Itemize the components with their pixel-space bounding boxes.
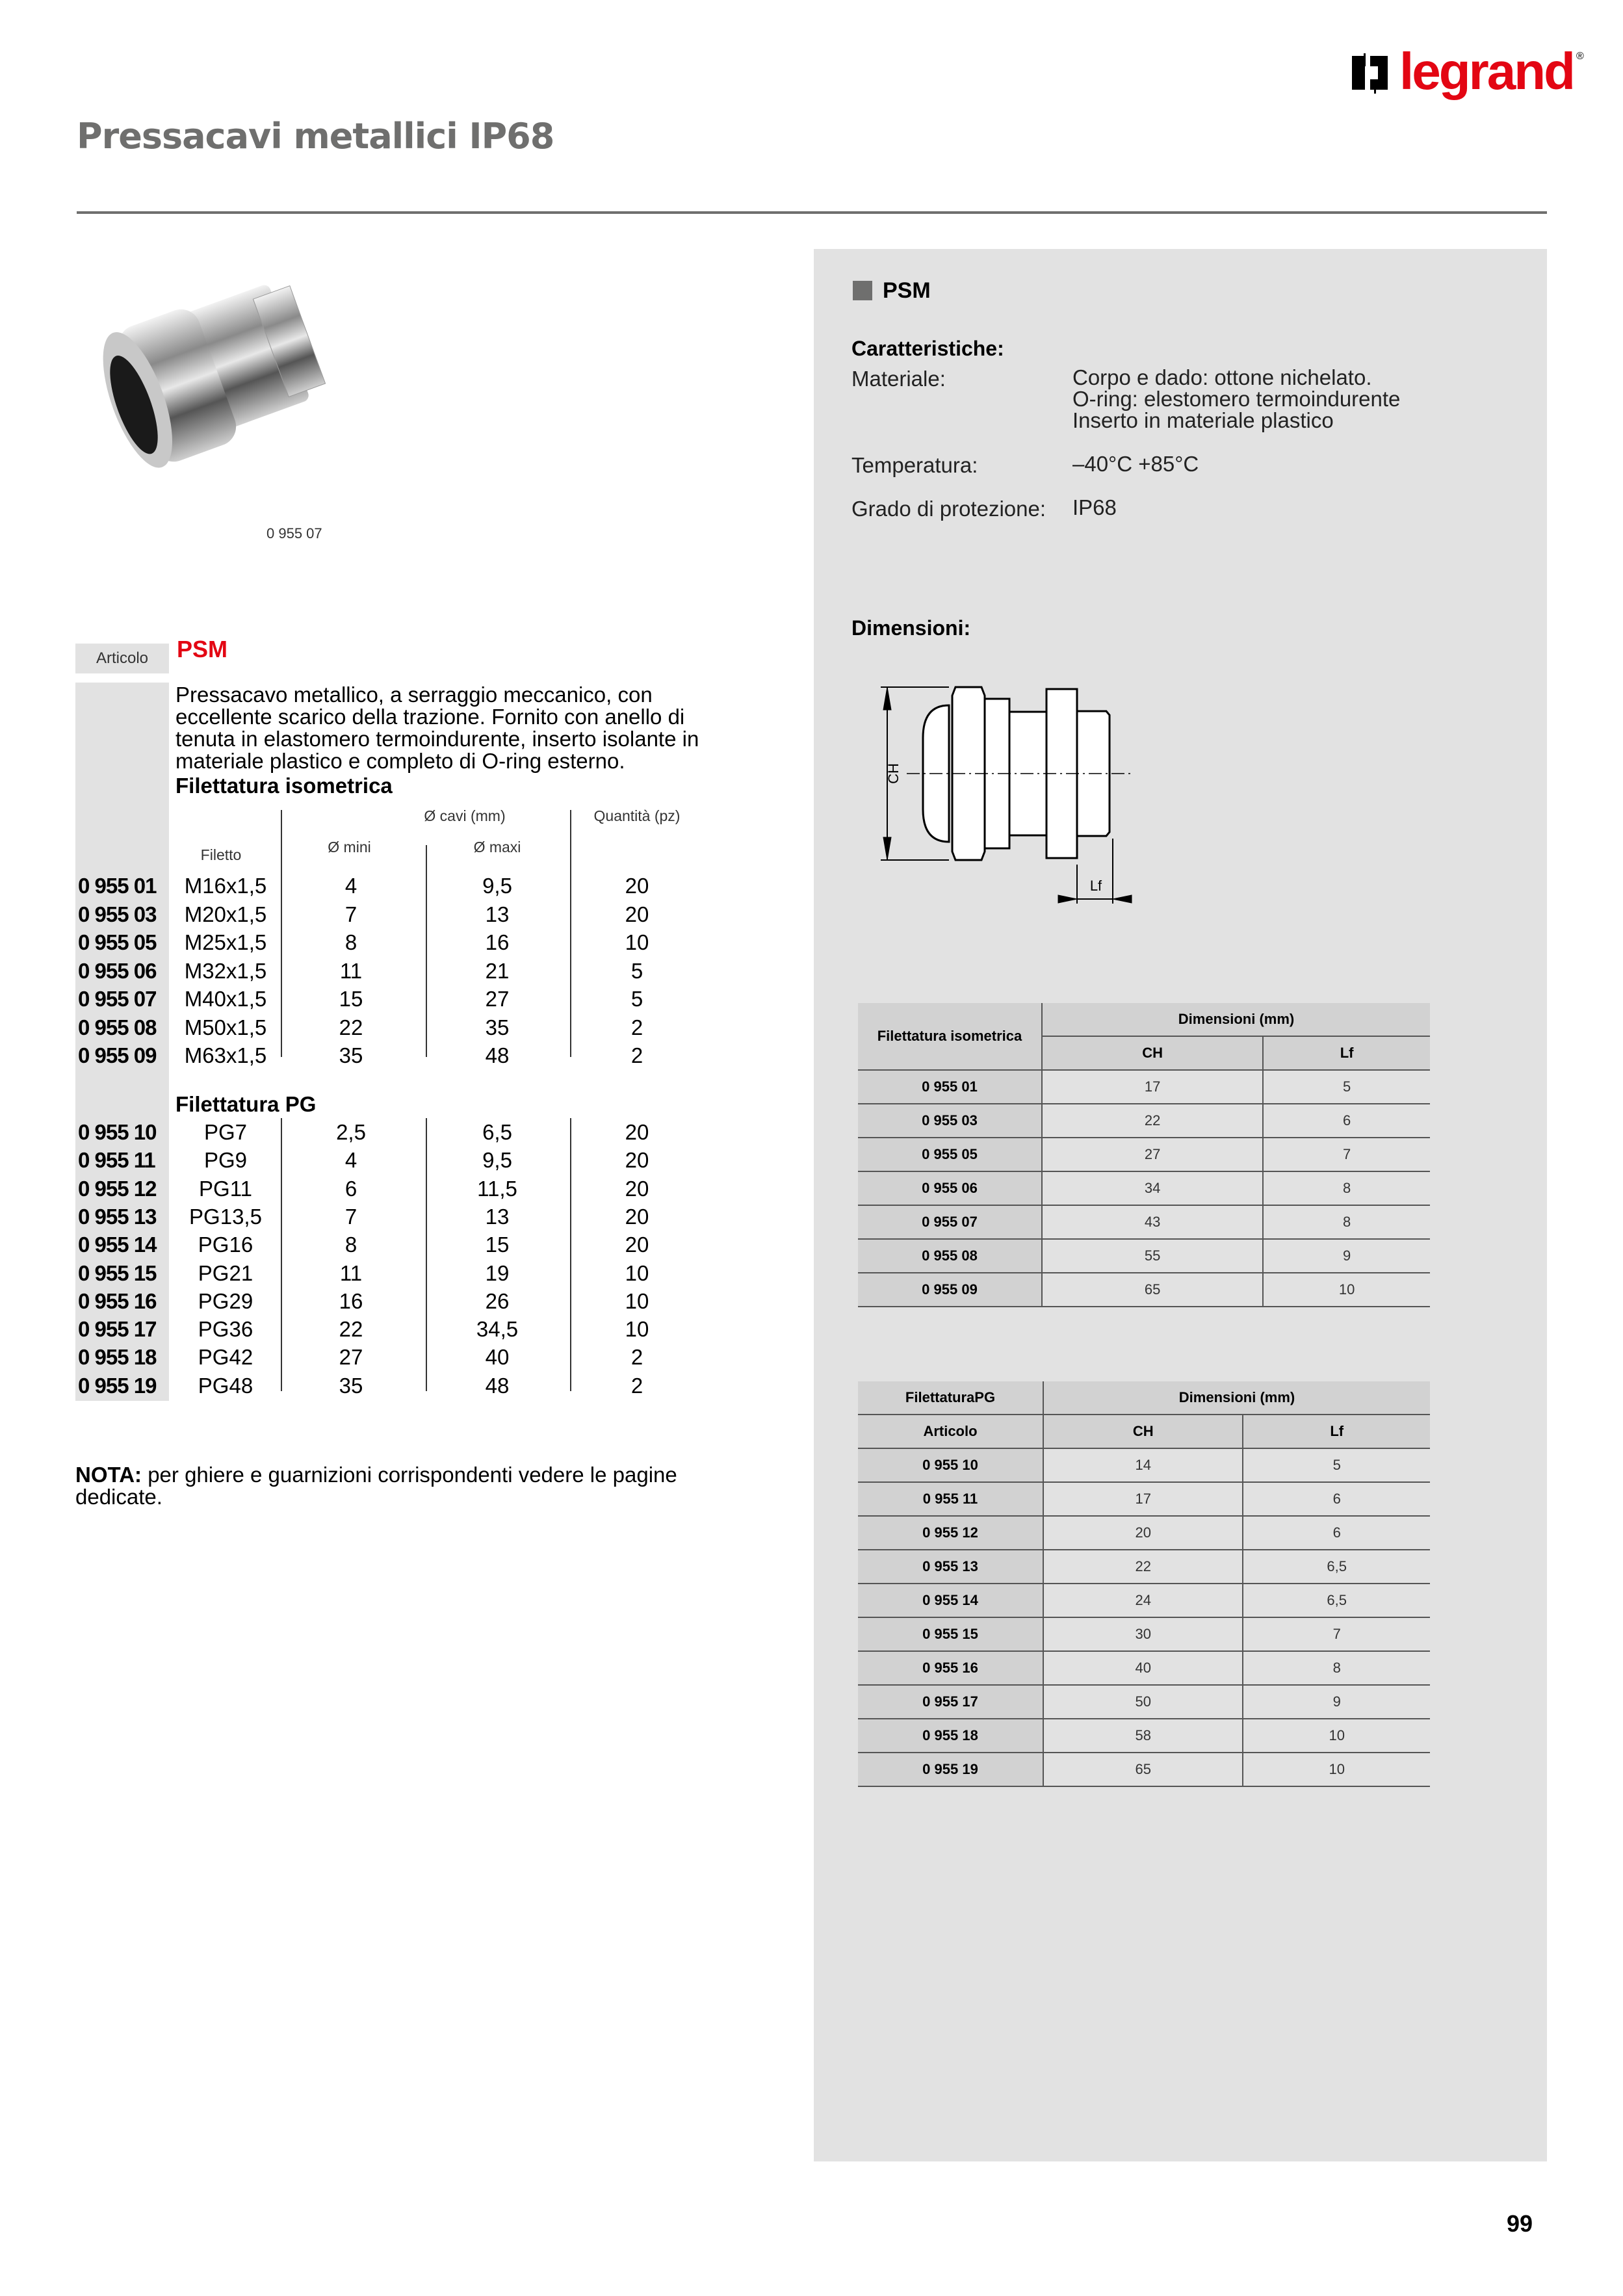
quantity: 20	[625, 902, 649, 926]
dim-pg-header-group: Dimensioni (mm)	[1043, 1381, 1430, 1415]
dim-ch-value: 22	[1043, 1550, 1243, 1584]
dim-lf-value: 6,5	[1243, 1550, 1430, 1584]
diam-min: 6	[344, 1176, 357, 1201]
dim-table-isometric	[858, 1003, 1430, 1307]
dim-ch-value: 34	[1042, 1171, 1263, 1205]
materiale-line-1: Corpo e dado: ottone nichelato.	[1072, 365, 1372, 389]
article-code: 0 955 19	[78, 1373, 157, 1398]
diam-min: 4	[344, 874, 357, 898]
dim-article-code: 0 955 03	[858, 1104, 1042, 1138]
dim-ch-value: 27	[1042, 1138, 1263, 1171]
filetto-header: Filetto	[200, 846, 242, 863]
temperatura-label: Temperatura:	[851, 453, 978, 477]
dim-ch-value: 14	[1043, 1448, 1243, 1482]
col-divider	[281, 810, 282, 1057]
dim-article-code: 0 955 10	[858, 1448, 1043, 1482]
quantity: 2	[630, 1373, 643, 1398]
page-number: 99	[1507, 2210, 1533, 2237]
diam-max: 16	[485, 930, 510, 954]
dim-lf-value: 5	[1263, 1070, 1430, 1104]
dim-article-code: 0 955 15	[858, 1617, 1043, 1651]
dim-table-row	[858, 1138, 1430, 1171]
quantity: 20	[625, 1233, 649, 1257]
dim-table-row	[858, 1205, 1430, 1239]
diam-max: 6,5	[482, 1120, 512, 1144]
dim-lf-value: 6	[1263, 1104, 1430, 1138]
quantity: 20	[625, 1204, 649, 1229]
thread-size: PG9	[203, 1148, 248, 1173]
diam-max: 40	[485, 1345, 510, 1370]
diam-min: 22	[339, 1015, 363, 1039]
quantity-header: Quantità (pz)	[593, 807, 681, 824]
thread-size: PG21	[198, 1260, 253, 1285]
image-caption: 0 955 07	[266, 525, 322, 541]
article-code: 0 955 15	[78, 1260, 157, 1285]
article-code: 0 955 03	[78, 902, 157, 926]
thread-size: PG11	[199, 1176, 252, 1201]
dim-table-row	[858, 1685, 1430, 1719]
section-square-icon	[853, 281, 872, 300]
diam-min: 16	[339, 1288, 363, 1313]
dim-article-code: 0 955 06	[858, 1171, 1042, 1205]
dim-ch-value: 24	[1043, 1584, 1243, 1617]
dim-pg-header-lf: Lf	[1243, 1415, 1430, 1448]
dim-ch-value: 43	[1042, 1205, 1263, 1239]
article-code: 0 955 18	[78, 1345, 157, 1370]
temperatura-value: –40°C +85°C	[1072, 452, 1199, 476]
dim-lf-value: 7	[1263, 1138, 1430, 1171]
diam-min: 7	[344, 902, 357, 926]
thread-size: PG48	[198, 1373, 253, 1398]
dim-table-row	[858, 1448, 1430, 1482]
dim-table-row	[858, 1516, 1430, 1550]
article-code: 0 955 01	[78, 874, 157, 898]
diam-max: 21	[485, 958, 510, 983]
diam-min: 11	[339, 1260, 363, 1285]
diam-min: 27	[339, 1345, 363, 1370]
diam-max: 35	[485, 1015, 510, 1039]
dim-header-left: Filettatura isometrica	[858, 1003, 1042, 1070]
dim-lf-value: 5	[1243, 1448, 1430, 1482]
protezione-value: IP68	[1072, 495, 1117, 519]
ch-label: CH	[885, 763, 902, 784]
thread-size: M20x1,5	[184, 902, 267, 926]
dim-ch-value: 58	[1043, 1719, 1243, 1753]
dim-ch-value: 17	[1042, 1070, 1263, 1104]
dim-ch-value: 30	[1043, 1617, 1243, 1651]
dim-article-code: 0 955 11	[858, 1482, 1043, 1516]
quantity: 5	[630, 987, 643, 1011]
isometric-title: Filettatura isometrica	[175, 774, 393, 798]
title-divider	[77, 211, 1547, 214]
dim-table-row	[858, 1171, 1430, 1205]
diam-min: 15	[339, 987, 363, 1011]
dim-table-row	[858, 1273, 1430, 1307]
thread-size: M16x1,5	[184, 874, 267, 898]
dim-table-row	[858, 1753, 1430, 1786]
dim-table-row	[858, 1550, 1430, 1584]
dim-article-code: 0 955 05	[858, 1138, 1042, 1171]
mini-header: Ø mini	[328, 839, 371, 855]
dim-table-row	[858, 1482, 1430, 1516]
materiale-label: Materiale:	[851, 367, 946, 391]
col-divider	[570, 1118, 571, 1391]
dim-pg-header-left: FilettaturaPG	[858, 1381, 1043, 1415]
nota-body: per ghiere e guarnizioni corrispondenti vedere le pagine dedicate.	[75, 1463, 677, 1509]
diam-max: 13	[485, 902, 510, 926]
diam-min: 35	[339, 1373, 363, 1398]
dim-lf-value: 6	[1243, 1482, 1430, 1516]
quantity: 10	[625, 930, 649, 954]
thread-size: M25x1,5	[184, 930, 267, 954]
dim-lf-value: 6	[1243, 1516, 1430, 1550]
dim-article-code: 0 955 18	[858, 1719, 1043, 1753]
dim-article-code: 0 955 09	[858, 1273, 1042, 1307]
article-code: 0 955 06	[78, 958, 157, 983]
diam-min: 8	[344, 1233, 357, 1257]
articolo-label: Articolo	[96, 649, 149, 667]
registered-mark: ®	[1576, 51, 1584, 62]
quantity: 5	[630, 958, 643, 983]
diam-min: 4	[344, 1148, 357, 1173]
dim-lf-value: 10	[1263, 1273, 1430, 1307]
legrand-mark-icon	[1352, 53, 1388, 90]
thread-size: PG7	[203, 1120, 248, 1144]
dim-table-row	[858, 1584, 1430, 1617]
quantity: 2	[630, 1015, 643, 1039]
brand-name: legrand	[1399, 42, 1574, 100]
materiale-line-3: Inserto in materiale plastico	[1072, 408, 1334, 432]
dim-ch-value: 65	[1043, 1753, 1243, 1786]
thread-size: M32x1,5	[184, 958, 267, 983]
diam-max: 19	[485, 1260, 510, 1285]
dim-ch-value: 20	[1043, 1516, 1243, 1550]
dim-article-code: 0 955 19	[858, 1753, 1043, 1786]
dim-lf-value: 10	[1243, 1753, 1430, 1786]
article-code: 0 955 05	[78, 930, 157, 954]
dim-lf-value: 8	[1243, 1651, 1430, 1685]
page-title: Pressacavi metallici IP68	[77, 116, 554, 157]
dim-lf-value: 9	[1263, 1239, 1430, 1273]
dim-article-code: 0 955 01	[858, 1070, 1042, 1104]
diam-max: 11,5	[477, 1176, 517, 1201]
col-divider	[570, 810, 571, 1057]
product-description: Pressacavo metallico, a serraggio meccanico, con eccellente scarico della trazione. Fornito con anello di tenuta in elastomero termoindurente, inserto isolante in materiale plastico e completo di O-ring esterno.	[175, 683, 699, 773]
pg-title: Filettatura PG	[175, 1092, 317, 1116]
dim-table-row	[858, 1070, 1430, 1104]
dim-header-ch: CH	[1042, 1036, 1263, 1070]
product-name: PSM	[177, 636, 228, 662]
dim-article-code: 0 955 14	[858, 1584, 1043, 1617]
dim-table-row	[858, 1651, 1430, 1685]
quantity: 2	[630, 1345, 643, 1370]
dim-article-code: 0 955 08	[858, 1239, 1042, 1273]
quantity: 10	[625, 1260, 649, 1285]
article-code: 0 955 13	[78, 1204, 157, 1229]
quantity: 10	[625, 1317, 649, 1342]
caratteristiche-heading: Caratteristiche:	[851, 337, 1004, 360]
dim-table-row	[858, 1239, 1430, 1273]
diam-max: 34,5	[476, 1317, 519, 1342]
diam-max: 27	[485, 987, 510, 1011]
article-code: 0 955 17	[78, 1317, 157, 1342]
diam-max: 26	[485, 1288, 510, 1313]
materiale-line-2: O-ring: elestomero termoindurente	[1072, 387, 1401, 411]
dimension-drawing	[871, 676, 1176, 923]
dim-ch-value: 17	[1043, 1482, 1243, 1516]
diam-max: 9,5	[482, 874, 512, 898]
article-code: 0 955 11	[78, 1148, 155, 1173]
dim-table-pg	[858, 1381, 1430, 1787]
dim-header-lf: Lf	[1263, 1036, 1430, 1070]
diam-group-header: Ø cavi (mm)	[424, 807, 506, 824]
thread-size: M50x1,5	[184, 1015, 267, 1039]
article-code: 0 955 07	[78, 987, 157, 1011]
diam-min: 8	[344, 930, 357, 954]
lf-label: Lf	[1089, 878, 1102, 894]
diam-max: 13	[485, 1204, 510, 1229]
thread-size: PG42	[198, 1345, 253, 1370]
maxi-header: Ø maxi	[473, 839, 521, 855]
dimensioni-heading: Dimensioni:	[851, 616, 971, 640]
diam-max: 48	[485, 1373, 510, 1398]
nota-text	[75, 1464, 693, 1508]
col-divider	[281, 1118, 282, 1391]
dim-ch-value: 55	[1042, 1239, 1263, 1273]
legrand-logo	[1352, 42, 1584, 103]
thread-size: PG13,5	[189, 1204, 262, 1229]
dim-pg-sub-left: Articolo	[858, 1415, 1043, 1448]
thread-size: M40x1,5	[184, 987, 267, 1011]
dim-ch-value: 65	[1042, 1273, 1263, 1307]
thread-size: PG29	[198, 1288, 253, 1313]
article-code: 0 955 10	[78, 1120, 157, 1144]
article-code: 0 955 08	[78, 1015, 157, 1039]
diam-max: 15	[485, 1233, 510, 1257]
dim-lf-value: 9	[1243, 1685, 1430, 1719]
dim-lf-value: 8	[1263, 1171, 1430, 1205]
dim-table-row	[858, 1719, 1430, 1753]
specs-title: PSM	[883, 278, 931, 303]
dim-ch-value: 40	[1043, 1651, 1243, 1685]
dim-article-code: 0 955 17	[858, 1685, 1043, 1719]
product-photo	[84, 257, 338, 510]
thread-size: M63x1,5	[184, 1043, 267, 1067]
dim-article-code: 0 955 12	[858, 1516, 1043, 1550]
col-divider	[426, 845, 427, 1057]
thread-size: PG36	[198, 1317, 253, 1342]
quantity: 10	[625, 1288, 649, 1313]
diam-min: 7	[344, 1204, 357, 1229]
article-code: 0 955 14	[78, 1233, 157, 1257]
nota-label: NOTA:	[75, 1463, 142, 1487]
article-code: 0 955 12	[78, 1176, 157, 1201]
quantity: 2	[630, 1043, 643, 1067]
dim-table-row	[858, 1104, 1430, 1138]
dim-pg-header-ch: CH	[1043, 1415, 1243, 1448]
diam-min: 22	[339, 1317, 363, 1342]
dim-article-code: 0 955 16	[858, 1651, 1043, 1685]
diam-min: 11	[339, 958, 363, 983]
dim-lf-value: 10	[1243, 1719, 1430, 1753]
col-divider	[426, 1118, 427, 1391]
dim-table-row	[858, 1617, 1430, 1651]
quantity: 20	[625, 1148, 649, 1173]
dim-lf-value: 8	[1263, 1205, 1430, 1239]
protezione-label: Grado di protezione:	[851, 497, 1046, 521]
diam-max: 48	[485, 1043, 510, 1067]
diam-max: 9,5	[482, 1148, 512, 1173]
dim-article-code: 0 955 13	[858, 1550, 1043, 1584]
thread-size: PG16	[198, 1233, 253, 1257]
dim-ch-value: 22	[1042, 1104, 1263, 1138]
diam-min: 35	[339, 1043, 363, 1067]
dim-article-code: 0 955 07	[858, 1205, 1042, 1239]
dim-header-group: Dimensioni (mm)	[1042, 1003, 1430, 1036]
quantity: 20	[625, 1120, 649, 1144]
quantity: 20	[625, 874, 649, 898]
dim-lf-value: 7	[1243, 1617, 1430, 1651]
quantity: 20	[625, 1176, 649, 1201]
diam-min: 2,5	[336, 1120, 366, 1144]
article-code: 0 955 16	[78, 1288, 157, 1313]
dim-lf-value: 6,5	[1243, 1584, 1430, 1617]
dim-ch-value: 50	[1043, 1685, 1243, 1719]
article-code: 0 955 09	[78, 1043, 157, 1067]
